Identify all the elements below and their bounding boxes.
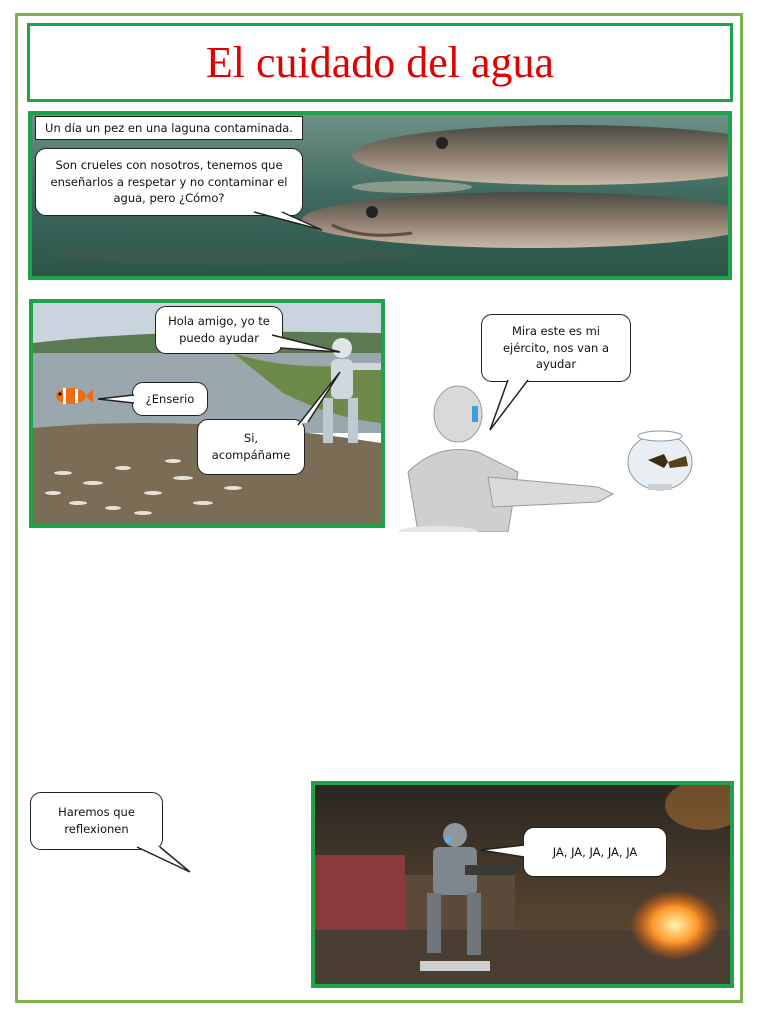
reflect-speech-text: Haremos que reflexionen — [58, 805, 135, 836]
reflect-speech-tail — [135, 845, 195, 875]
robot-speech-bubble — [155, 306, 283, 354]
clownfish-speech-bubble — [132, 382, 208, 416]
speech-tail — [252, 210, 332, 240]
panel-polluted-lagoon-fish — [28, 111, 732, 280]
narration-caption — [35, 116, 303, 140]
reply-speech-bubble — [197, 419, 305, 475]
battle-scene-image — [315, 785, 730, 984]
narration-text: Un día un pez en una laguna contaminada. — [45, 121, 293, 135]
laugh-speech-bubble — [523, 827, 667, 877]
clownfish-speech-tail — [96, 393, 136, 405]
laugh-speech-tail — [478, 842, 526, 862]
fishbowl-icon — [624, 426, 704, 496]
army-speech-text: Mira este es mi ejército, nos van a ayudar — [502, 323, 609, 372]
title-box — [27, 23, 733, 102]
fish-speech-bubble — [35, 148, 303, 216]
reflect-speech-bubble — [30, 792, 163, 850]
clownfish-speech-text: ¿Enserio — [145, 391, 195, 406]
laugh-speech-text: JA, JA, JA, JA, JA — [552, 844, 638, 859]
reply-speech-tail — [290, 370, 350, 430]
panel-battle-scene — [311, 781, 734, 988]
page-title: El cuidado del agua — [205, 38, 555, 87]
fish-speech-text: Son crueles con nosotros, tenemos que enseñarlos a respetar y no contaminar el agua, pero ¿Cómo? — [50, 157, 288, 206]
robot-speech-text: Hola amigo, yo te puedo ayudar — [168, 314, 270, 345]
reply-speech-text: Si, acompáñame — [211, 431, 291, 462]
robot-speech-tail — [270, 330, 350, 360]
army-speech-bubble — [481, 314, 631, 382]
robot-presenting-image — [398, 382, 628, 532]
clownfish-icon — [53, 385, 93, 407]
